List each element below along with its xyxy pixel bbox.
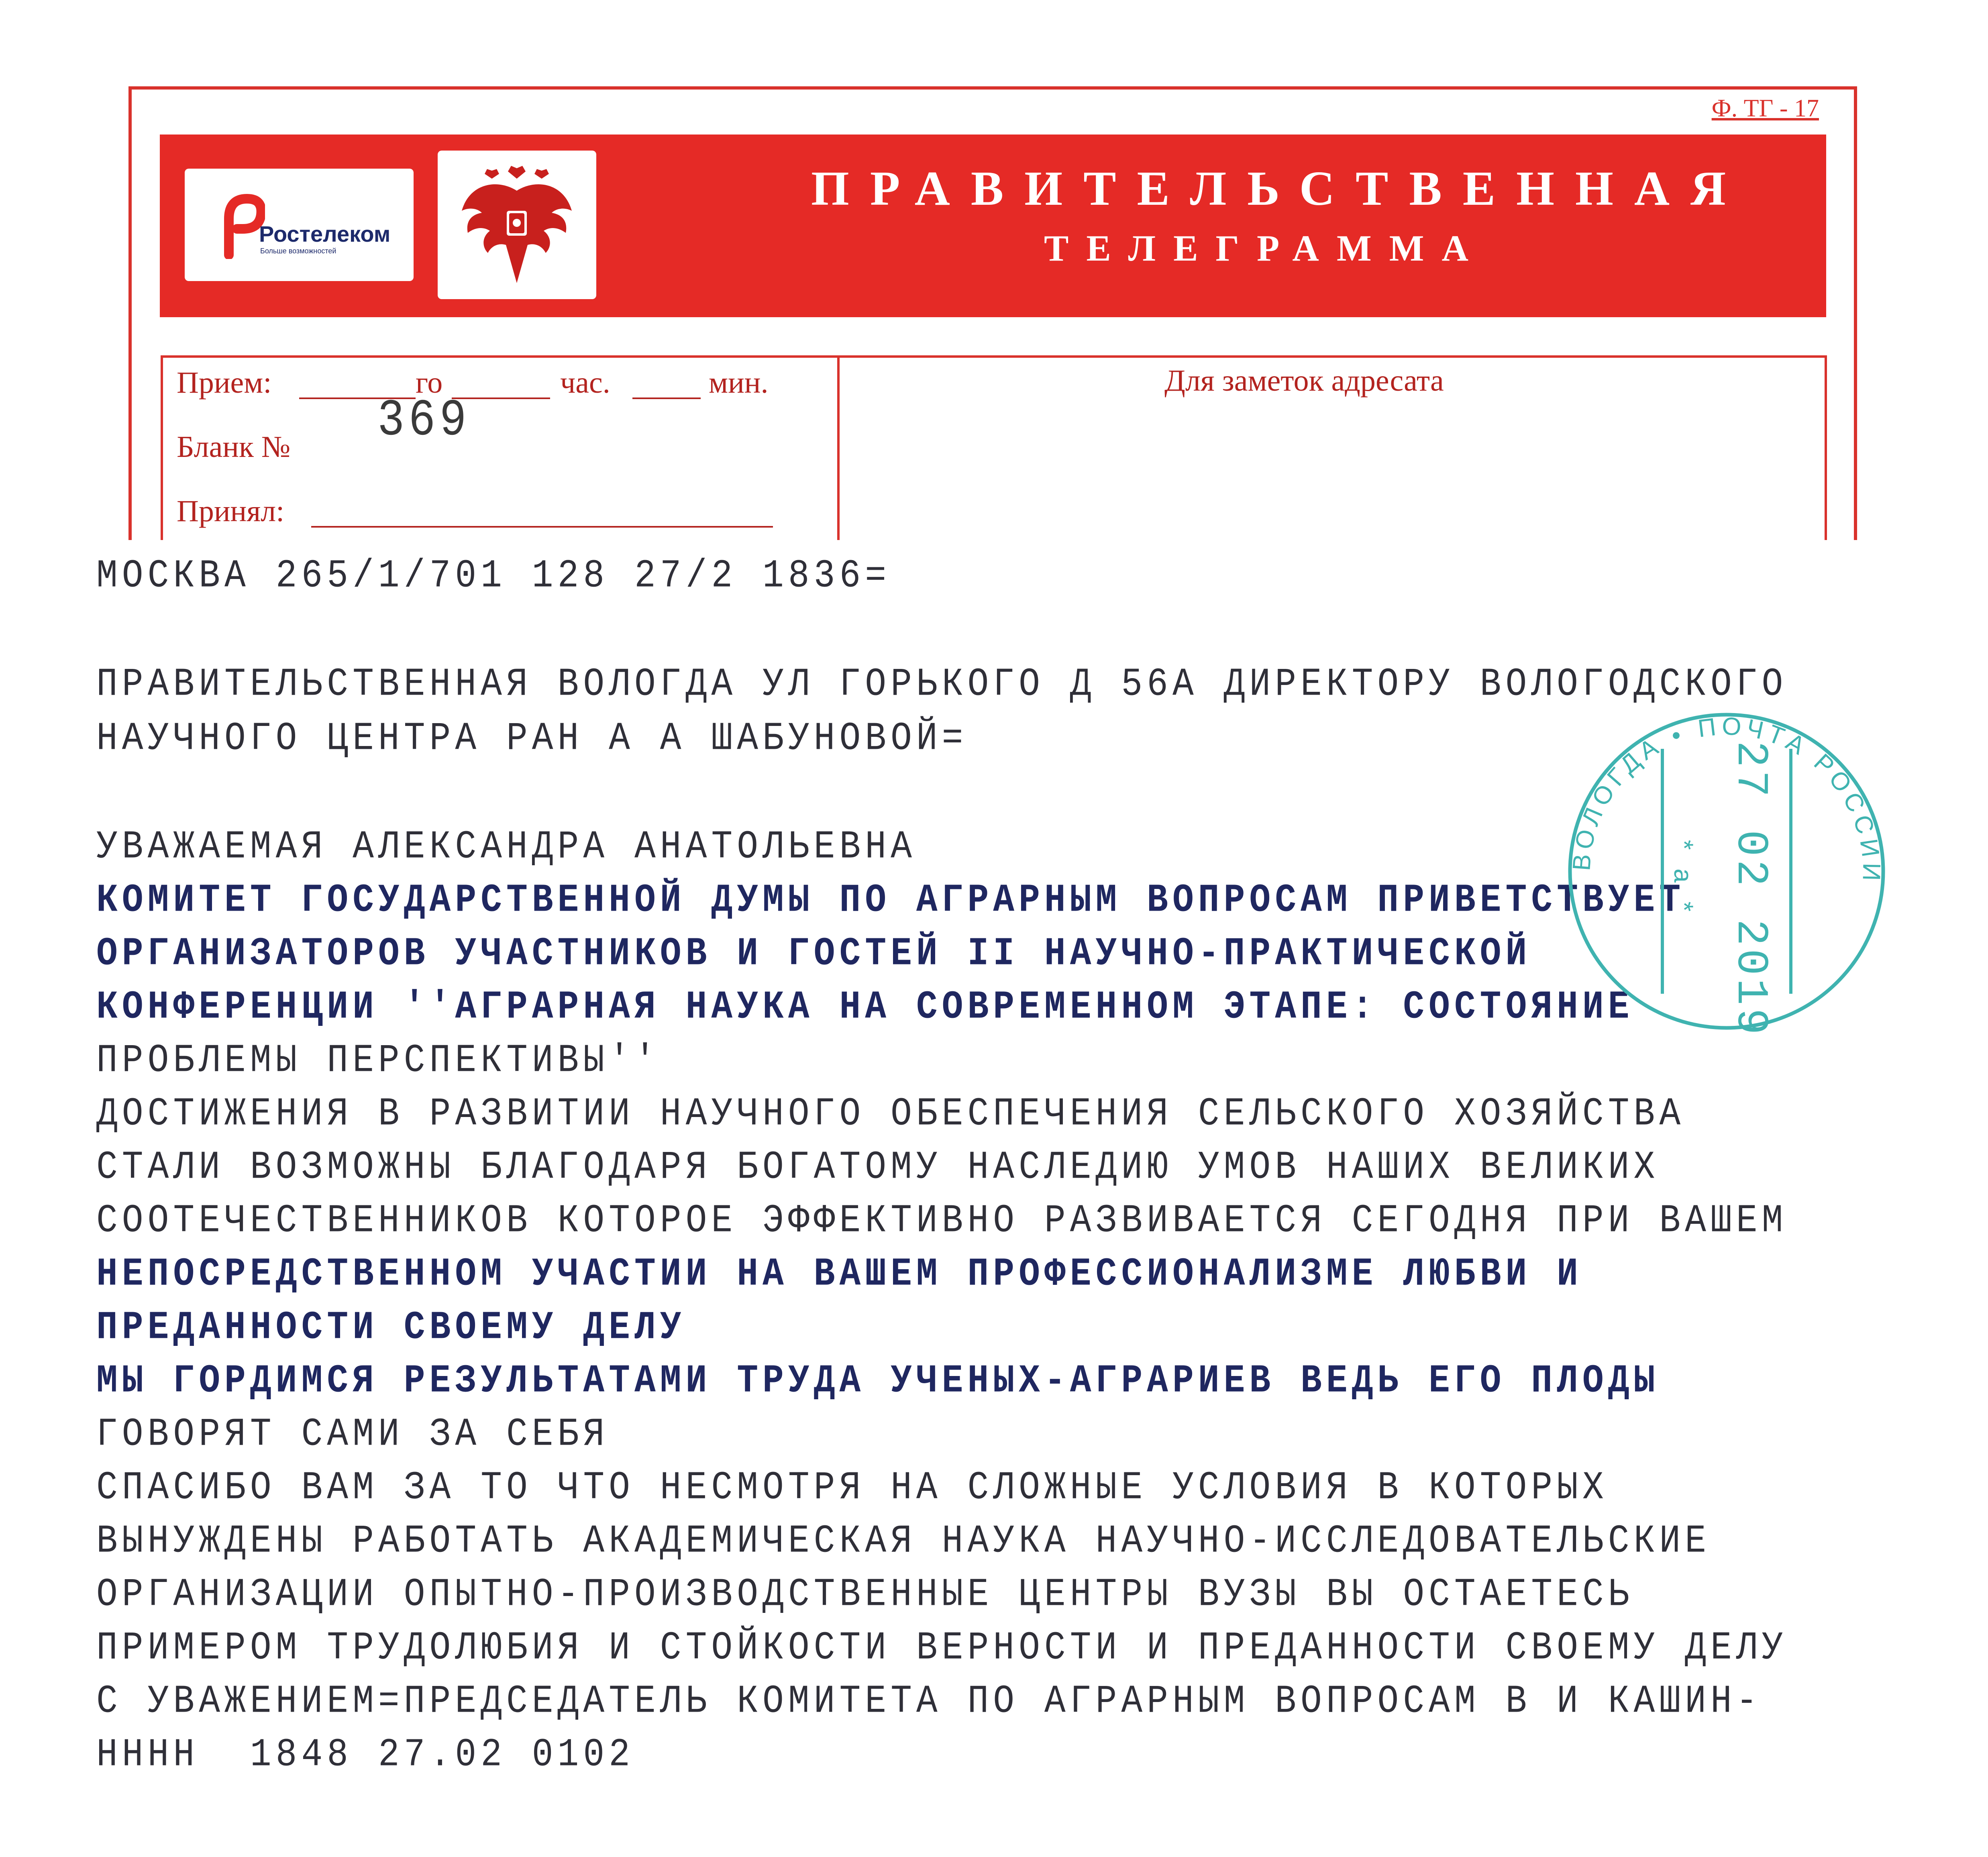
received-line-3 [632,397,701,399]
accepted-line [311,526,773,528]
telegram-footer-line: НННН 1848 27.02 0102 [96,1733,634,1778]
header-title: ПРАВИТЕЛЬСТВЕННАЯ [811,161,1747,216]
received-min-label: мин. [709,366,769,400]
telegram-text-line: ГОВОРЯТ САМИ ЗА СЕБЯ [96,1413,609,1457]
telegram-text-line: СООТЕЧЕСТВЕННИКОВ КОТОРОЕ ЭФФЕКТИВНО РАЗВИВАЕТСЯ СЕГОДНЯ ПРИ ВАШЕМ [96,1199,1788,1243]
form-code: Ф. ТГ - 17 [1711,95,1819,122]
received-label: Прием: [177,366,272,400]
postal-date-stamp [1550,705,1903,1038]
header-subtitle: ТЕЛЕГРАММА [1044,228,1486,269]
telegram-text-line: ОРГАНИЗАЦИИ ОПЫТНО-ПРОИЗВОДСТВЕННЫЕ ЦЕНТРЫ ВУЗЫ ВЫ ОСТАЕТЕСЬ [96,1573,1634,1617]
rostelecom-logo [185,169,414,281]
telegram-address-line: НАУЧНОГО ЦЕНТРА РАН А А ШАБУНОВОЙ= [96,717,968,761]
received-g-label: го [416,366,443,400]
telegram-text-line: ПРИМЕРОМ ТРУДОЛЮБИЯ И СТОЙКОСТИ ВЕРНОСТИ И ПРЕДАННОСТИ СВОЕМУ ДЕЛУ [96,1626,1788,1671]
rostelecom-name: Ростелеком [259,221,391,247]
telegram-text-line: НЕПОСРЕДСТВЕННОМ УЧАСТИИ НА ВАШЕМ ПРОФЕССИОНАЛИЗМЕ ЛЮБВИ И [96,1252,1582,1297]
telegram-text-line: СТАЛИ ВОЗМОЖНЫ БЛАГОДАРЯ БОГАТОМУ НАСЛЕДИЮ УМОВ НАШИХ ВЕЛИКИХ [96,1146,1660,1190]
telegram-text-line: ПРЕДАННОСТИ СВОЕМУ ДЕЛУ [96,1306,686,1350]
rostelecom-slogan: Больше возможностей [260,247,336,255]
telegram-text-line: ДОСТИЖЕНИЯ В РАЗВИТИИ НАУЧНОГО ОБЕСПЕЧЕНИЯ СЕЛЬСКОГО ХОЗЯЙСТВА [96,1092,1685,1137]
received-hour-label: час. [560,366,610,400]
telegram-text-line: КОНФЕРЕНЦИИ ''АГРАРНАЯ НАУКА НА СОВРЕМЕННОМ ЭТАПЕ: СОСТОЯНИЕ [96,985,1634,1030]
telegram-text-line: КОМИТЕТ ГОСУДАРСТВЕННОЙ ДУМЫ ПО АГРАРНЫМ ВОПРОСАМ ПРИВЕТСТВУЕТ [96,879,1685,923]
telegram-text-line: ОРГАНИЗАТОРОВ УЧАСТНИКОВ И ГОСТЕЙ II НАУЧНО-ПРАКТИЧЕСКОЙ [96,932,1531,976]
stamp-mark: * а * [1666,837,1695,915]
telegram-text-line: ВЫНУЖДЕНЫ РАБОТАТЬ АКАДЕМИЧЕСКАЯ НАУКА НАУЧНО-ИССЛЕДОВАТЕЛЬСКИЕ [96,1519,1711,1564]
accepted-label: Принял: [177,494,285,528]
telegram-signature-line: С УВАЖЕНИЕМ=ПРЕДСЕДАТЕЛЬ КОМИТЕТА ПО АГРАРНЫМ ВОПРОСАМ В И КАШИН- [96,1680,1762,1724]
blank-number: 369 [377,391,471,450]
telegram-header-line: МОСКВА 265/1/701 128 27/2 1836= [96,554,891,599]
telegram-greeting-line: УВАЖАЕМАЯ АЛЕКСАНДРА АНАТОЛЬЕВНА [96,825,916,870]
rostelecom-logo-icon [213,191,265,259]
telegram-text-line: ПРОБЛЕМЫ ПЕРСПЕКТИВЫ'' [96,1039,660,1083]
telegram-address-line: ПРАВИТЕЛЬСТВЕННАЯ ВОЛОГДА УЛ ГОРЬКОГО Д 56А ДИРЕКТОРУ ВОЛОГОДСКОГО [96,662,1788,707]
stamp-date: 27 02 2019 [1725,741,1775,1038]
notes-label: Для заметок адресата [1164,364,1444,397]
telegram-text-line: СПАСИБО ВАМ ЗА ТО ЧТО НЕСМОТРЯ НА СЛОЖНЫЕ УСЛОВИЯ В КОТОРЫХ [96,1466,1608,1510]
telegram-text-line: МЫ ГОРДИМСЯ РЕЗУЛЬТАТАМИ ТРУДА УЧЕНЫХ-АГРАРИЕВ ВЕДЬ ЕГО ПЛОДЫ [96,1359,1660,1404]
fields-divider [837,355,840,540]
coat-of-arms-icon [454,163,580,287]
blank-label: Бланк № [177,430,291,464]
emblem-box [438,151,596,299]
stamp-ring-text: ВОЛОГДА • ПОЧТА РОССИИ [1568,712,1886,886]
